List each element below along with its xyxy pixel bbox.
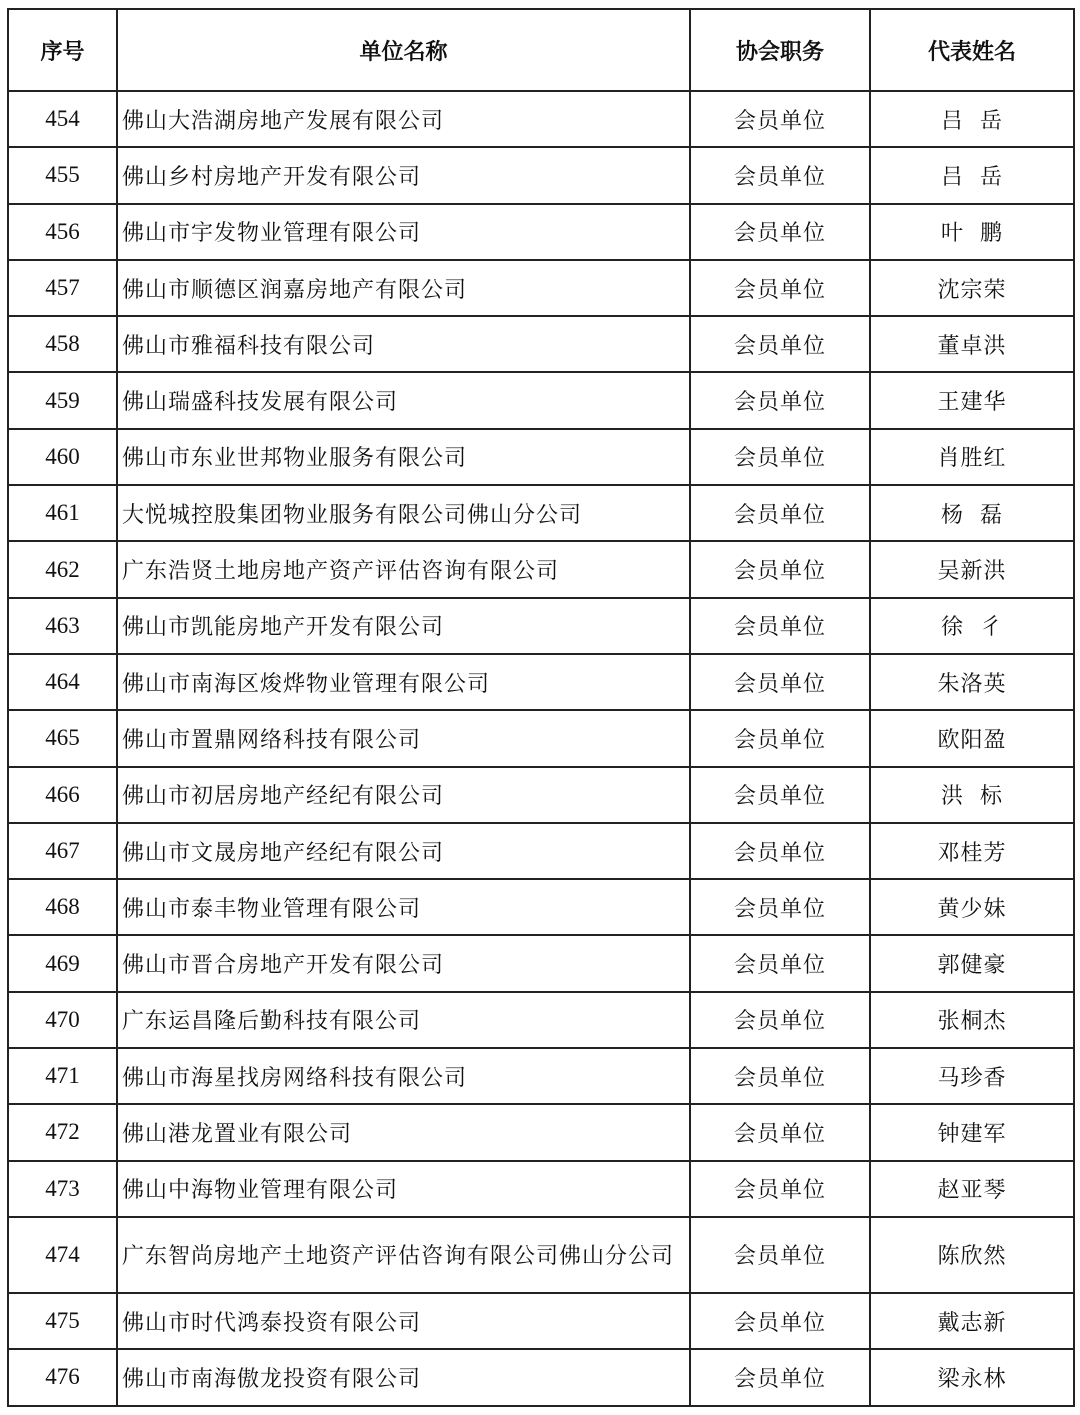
row-number: 460 bbox=[8, 429, 117, 485]
row-number: 467 bbox=[8, 823, 117, 879]
position: 会员单位 bbox=[690, 1104, 870, 1160]
representative: 叶 鹏 bbox=[870, 204, 1074, 260]
row-number: 459 bbox=[8, 372, 117, 428]
representative: 邓桂芳 bbox=[870, 823, 1074, 879]
row-number: 464 bbox=[8, 654, 117, 710]
position: 会员单位 bbox=[690, 598, 870, 654]
org-name: 佛山市泰丰物业管理有限公司 bbox=[117, 879, 690, 935]
representative: 肖胜红 bbox=[870, 429, 1074, 485]
row-number: 470 bbox=[8, 992, 117, 1048]
row-number: 462 bbox=[8, 541, 117, 597]
table-row bbox=[8, 1048, 1074, 1104]
header-row bbox=[8, 9, 1074, 91]
org-name: 佛山市置鼎网络科技有限公司 bbox=[117, 710, 690, 766]
row-number: 463 bbox=[8, 598, 117, 654]
position: 会员单位 bbox=[690, 1349, 870, 1405]
table-row bbox=[8, 1349, 1074, 1405]
row-number: 458 bbox=[8, 316, 117, 372]
table-row bbox=[8, 372, 1074, 428]
position: 会员单位 bbox=[690, 992, 870, 1048]
table-row bbox=[8, 260, 1074, 316]
table-row bbox=[8, 204, 1074, 260]
position: 会员单位 bbox=[690, 260, 870, 316]
position: 会员单位 bbox=[690, 823, 870, 879]
representative: 董卓洪 bbox=[870, 316, 1074, 372]
table-row bbox=[8, 710, 1074, 766]
row-number: 474 bbox=[8, 1217, 117, 1293]
org-name: 佛山市顺德区润嘉房地产有限公司 bbox=[117, 260, 690, 316]
row-number: 454 bbox=[8, 91, 117, 147]
representative: 徐 彳 bbox=[870, 598, 1074, 654]
table-row bbox=[8, 541, 1074, 597]
table-row bbox=[8, 598, 1074, 654]
position: 会员单位 bbox=[690, 485, 870, 541]
position: 会员单位 bbox=[690, 372, 870, 428]
org-name: 佛山市时代鸿泰投资有限公司 bbox=[117, 1293, 690, 1349]
org-name: 佛山乡村房地产开发有限公司 bbox=[117, 147, 690, 203]
position: 会员单位 bbox=[690, 1293, 870, 1349]
row-number: 469 bbox=[8, 935, 117, 991]
org-name: 佛山市文晟房地产经纪有限公司 bbox=[117, 823, 690, 879]
position: 会员单位 bbox=[690, 147, 870, 203]
org-name: 佛山市雅福科技有限公司 bbox=[117, 316, 690, 372]
position: 会员单位 bbox=[690, 935, 870, 991]
row-number: 475 bbox=[8, 1293, 117, 1349]
row-number: 457 bbox=[8, 260, 117, 316]
representative: 沈宗荣 bbox=[870, 260, 1074, 316]
org-name: 佛山市海星找房网络科技有限公司 bbox=[117, 1048, 690, 1104]
org-name: 佛山市南海区焌烨物业管理有限公司 bbox=[117, 654, 690, 710]
representative: 陈欣然 bbox=[870, 1217, 1074, 1293]
member-table bbox=[7, 8, 1075, 1407]
representative: 马珍香 bbox=[870, 1048, 1074, 1104]
representative: 黄少妹 bbox=[870, 879, 1074, 935]
header-position: 协会职务 bbox=[690, 9, 870, 91]
representative: 梁永林 bbox=[870, 1349, 1074, 1405]
row-number: 461 bbox=[8, 485, 117, 541]
representative: 洪 标 bbox=[870, 767, 1074, 823]
org-name: 佛山市初居房地产经纪有限公司 bbox=[117, 767, 690, 823]
org-name: 佛山市宇发物业管理有限公司 bbox=[117, 204, 690, 260]
row-number: 466 bbox=[8, 767, 117, 823]
position: 会员单位 bbox=[690, 710, 870, 766]
org-name: 大悦城控股集团物业服务有限公司佛山分公司 bbox=[117, 485, 690, 541]
org-name: 广东浩贤土地房地产资产评估咨询有限公司 bbox=[117, 541, 690, 597]
table-row bbox=[8, 823, 1074, 879]
position: 会员单位 bbox=[690, 879, 870, 935]
org-name: 佛山市凯能房地产开发有限公司 bbox=[117, 598, 690, 654]
representative: 王建华 bbox=[870, 372, 1074, 428]
position: 会员单位 bbox=[690, 316, 870, 372]
org-name: 广东运昌隆后勤科技有限公司 bbox=[117, 992, 690, 1048]
representative: 吕 岳 bbox=[870, 91, 1074, 147]
org-name: 佛山市东业世邦物业服务有限公司 bbox=[117, 429, 690, 485]
table-row bbox=[8, 316, 1074, 372]
org-name: 佛山大浩湖房地产发展有限公司 bbox=[117, 91, 690, 147]
table-row bbox=[8, 147, 1074, 203]
row-number: 465 bbox=[8, 710, 117, 766]
table-row bbox=[8, 935, 1074, 991]
representative: 赵亚琴 bbox=[870, 1161, 1074, 1217]
table-row bbox=[8, 879, 1074, 935]
org-name: 佛山瑞盛科技发展有限公司 bbox=[117, 372, 690, 428]
row-number: 455 bbox=[8, 147, 117, 203]
representative: 杨 磊 bbox=[870, 485, 1074, 541]
position: 会员单位 bbox=[690, 1217, 870, 1293]
org-name: 佛山市晋合房地产开发有限公司 bbox=[117, 935, 690, 991]
position: 会员单位 bbox=[690, 1048, 870, 1104]
table-row bbox=[8, 485, 1074, 541]
table-row bbox=[8, 1293, 1074, 1349]
table-row bbox=[8, 654, 1074, 710]
org-name: 佛山市南海傲龙投资有限公司 bbox=[117, 1349, 690, 1405]
representative: 吕 岳 bbox=[870, 147, 1074, 203]
row-number: 472 bbox=[8, 1104, 117, 1160]
org-name: 广东智尚房地产土地资产评估咨询有限公司佛山分公司 bbox=[117, 1217, 690, 1293]
table-row bbox=[8, 1104, 1074, 1160]
table-row bbox=[8, 429, 1074, 485]
table-row bbox=[8, 767, 1074, 823]
header-seq: 序号 bbox=[8, 9, 117, 91]
representative: 朱洛英 bbox=[870, 654, 1074, 710]
table-row bbox=[8, 992, 1074, 1048]
position: 会员单位 bbox=[690, 767, 870, 823]
position: 会员单位 bbox=[690, 429, 870, 485]
org-name: 佛山中海物业管理有限公司 bbox=[117, 1161, 690, 1217]
row-number: 471 bbox=[8, 1048, 117, 1104]
row-number: 468 bbox=[8, 879, 117, 935]
representative: 戴志新 bbox=[870, 1293, 1074, 1349]
position: 会员单位 bbox=[690, 541, 870, 597]
position: 会员单位 bbox=[690, 654, 870, 710]
org-name: 佛山港龙置业有限公司 bbox=[117, 1104, 690, 1160]
table-row bbox=[8, 1161, 1074, 1217]
position: 会员单位 bbox=[690, 1161, 870, 1217]
row-number: 476 bbox=[8, 1349, 117, 1405]
position: 会员单位 bbox=[690, 204, 870, 260]
table-row bbox=[8, 91, 1074, 147]
row-number: 456 bbox=[8, 204, 117, 260]
header-representative: 代表姓名 bbox=[870, 9, 1074, 91]
representative: 欧阳盈 bbox=[870, 710, 1074, 766]
header-org-name: 单位名称 bbox=[117, 9, 690, 91]
position: 会员单位 bbox=[690, 91, 870, 147]
representative: 钟建军 bbox=[870, 1104, 1074, 1160]
representative: 张桐杰 bbox=[870, 992, 1074, 1048]
representative: 郭健豪 bbox=[870, 935, 1074, 991]
representative: 吴新洪 bbox=[870, 541, 1074, 597]
table-row bbox=[8, 1217, 1074, 1293]
row-number: 473 bbox=[8, 1161, 117, 1217]
